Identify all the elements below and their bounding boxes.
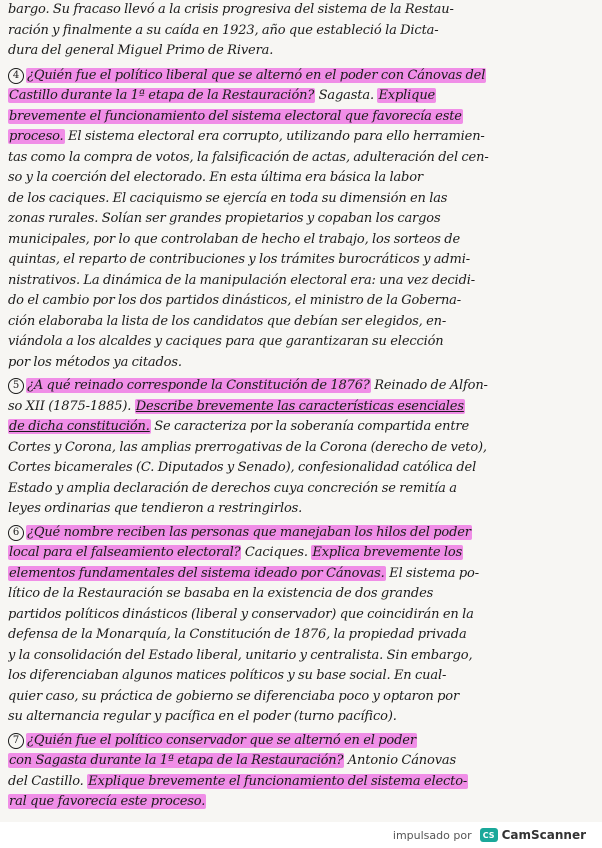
question-5-text: ¿A qué reinado corresponde la Constitución de 1876? [27,378,370,393]
answer-4-line: tas como la compra de votos, la falsificación de actas, adulteración del cen- [8,149,489,165]
answer-4-line: quintas, el reparto de contribuciones y los trámites burocráticos y admi- [8,252,470,267]
camscanner-logo-icon: CS [480,828,498,842]
answer-5-line: Cortes y Corona, las amplias prerrogativas de la Corona (derecho de veto), [8,439,487,455]
intro-line: ración y finalmente a su caída en 1923, año que estableció la Dicta- [8,22,439,38]
answer-5-short: so XII (1875-1885). [8,398,132,414]
answer-4-line: zonas rurales. Solían ser grandes propietarios y copaban los cargos [8,211,441,226]
instruction-5: de dicha constitución. [9,419,150,434]
answer-4-line: de los caciques. El caciquismo se ejercía en toda su dimensión en las [8,190,448,206]
question-7-text: con Sagasta durante la 1ª etapa de la Restauración? [9,753,344,768]
question-5 [8,376,596,520]
answer-6-line: y la consolidación del Estado liberal, unitario y centralista. Sin embargo, [8,647,473,663]
question-4-text: Castillo durante la 1ª etapa de la Restauración? [9,88,315,103]
answer-4-line: do el cambio por los dos partidos dinásticos, el ministro de la Goberna- [8,293,462,308]
answer-4-line: viándola a los alcaldes y caciques para que garantizaran su elección [8,334,444,349]
question-number-7: 7 [8,733,24,749]
answer-5-line: Estado y amplia declaración de derechos cuya concreción se remitía a [8,480,457,496]
instruction-6: Explica brevemente los [312,545,463,560]
answer-4-line: El sistema electoral era corrupto, utilizando para ello herramien- [64,129,485,144]
question-number-4: 4 [8,68,24,84]
answer-6-line: quier caso, su práctica de gobierno se diferenciaba poco y optaron por [8,688,460,704]
answer-6-line: los diferenciaban algunos matices políticos y su base social. En cual- [8,668,447,683]
answer-5-line: leyes ordinarias que tendieron a restringirlos. [8,501,303,516]
question-6-text: ¿Qué nombre reciben las personas que manejaban los hilos del poder [27,524,471,540]
question-7 [8,731,596,813]
question-6-text: local para el falseamiento electoral? [9,545,241,560]
instruction-7: ral que favorecía este proceso. [9,794,206,809]
answer-4-line: municipales, por lo que controlaban de hecho el trabajo, los sorteos de [8,231,460,247]
instruction-7: Explique brevemente el funcionamiento del sistema electo- [88,773,468,789]
camscanner-brand: CamScanner [501,828,586,842]
question-6 [8,523,596,728]
question-4-text: ¿Quién fue el político liberal que se alternó en el poder con Cánovas del [27,67,486,83]
answer-5-line: Cortes bicamerales (C. Diputados y Senado), confesionalidad católica del [8,460,477,475]
answer-7-short: Antonio Cánovas [344,753,457,768]
powered-by-label: impulsado por [392,828,472,842]
answer-4-short: Sagasta. [315,88,374,103]
answer-6-line: lítico de la Restauración se basaba en la existencia de dos grandes [8,586,434,601]
answer-5-line: Se caracteriza por la soberanía compartida entre [150,419,470,434]
instruction-4: proceso. [9,129,64,144]
answer-4-line: so y la coerción del electorado. En esta última era básica la labor [8,170,423,185]
answer-6-line: su alternancia regular y pacífica en el poder (turno pacífico). [8,709,397,724]
answer-5-short: Reinado de Alfon- [370,378,488,393]
question-7-text: ¿Quién fue el político conservador que se alternó en el poder [27,732,416,748]
answer-4-line: nistrativos. La dinámica de la manipulación electoral era: una vez decidi- [8,272,475,288]
answer-7-short: del Castillo. [8,773,88,789]
question-number-6: 6 [8,525,24,541]
instruction-6: elementos fundamentales del sistema ideado por Cánovas. [9,565,385,581]
intro-line: dura del general Miguel Primo de Rivera. [8,43,274,58]
intro-paragraph [8,0,596,62]
question-number-5: 5 [8,378,24,394]
handwritten-notes [8,0,596,813]
instruction-4: brevemente el funcionamiento del sistema electoral que favorecía este [9,108,462,124]
scanner-footer [0,822,602,848]
question-4 [8,66,596,374]
answer-4-line: ción elaboraba la lista de los candidatos que debían ser elegidos, en- [8,313,447,329]
answer-6-line: defensa de la Monarquía, la Constitución de 1876, la propiedad privada [8,627,467,642]
intro-line: bargo. Su fracaso llevó a la crisis progresiva del sistema de la Restau- [8,2,454,17]
instruction-5: Describe brevemente las características esenciales [135,398,464,414]
instruction-4: Explique [378,88,436,103]
answer-6-short: Caciques. [241,545,308,560]
answer-4-line: por los métodos ya citados. [8,354,182,370]
answer-6-line: partidos políticos dinásticos (liberal y conservador) que coincidirán en la [8,606,474,622]
answer-6-line: El sistema po- [385,565,479,581]
